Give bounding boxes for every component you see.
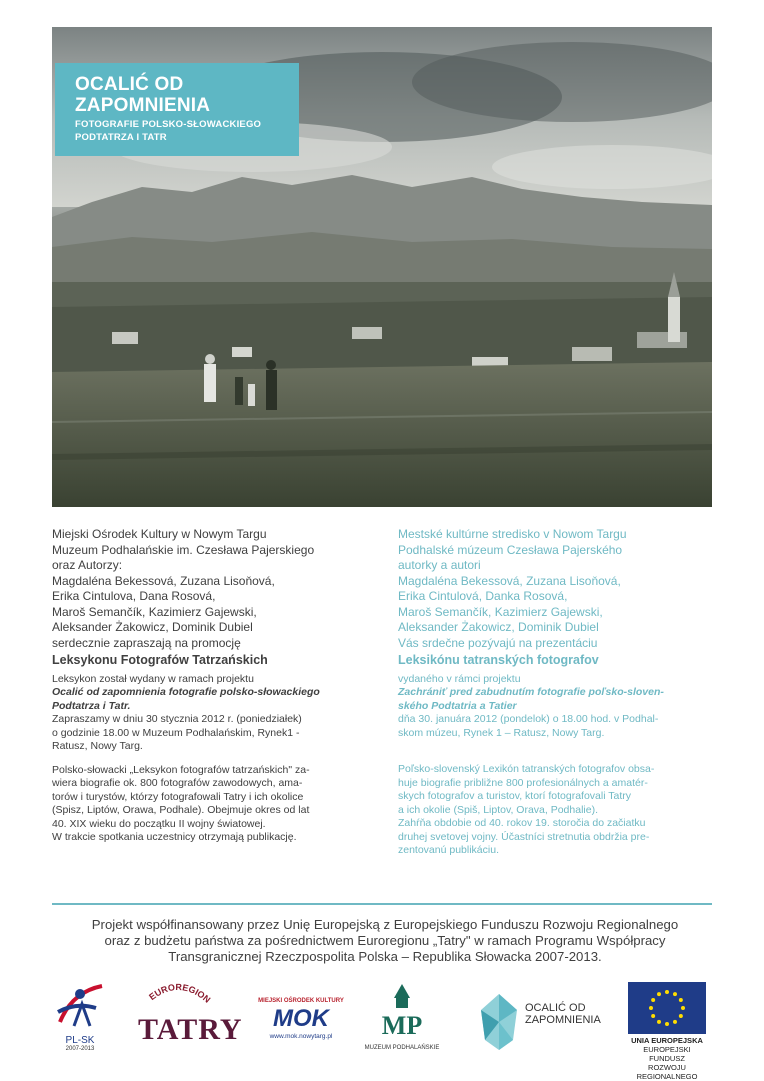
sk-line: Maroš Semančík, Kazimierz Gajewski, [398,604,603,619]
poster-title-line1: OCALIĆ OD [75,74,184,95]
pl-line: Magdaléna Bekessová, Zuzana Lisoňová, [52,573,275,588]
sk-project-line1: Zachrániť pred zabudnutím fotografie poľsko-sloven- [398,686,664,698]
pl-desc-line: (Spisz, Liptów, Orawa, Podhale). Obejmuje okres od lat [52,804,310,816]
sk-desc-line: skych fotografov a turistov, ktorí fotografovali Tatry [398,790,632,802]
pl-project-intro: Leksykon został wydany w ramach projektu [52,672,254,685]
pl-line: Erika Cintulova, Dana Rosová, [52,589,216,603]
pl-line: Miejski Ośrodek Kultury w Nowym Targu [52,527,267,541]
plsk-logo [52,982,108,1062]
pl-invite-line: Ratusz, Nowy Targ. [52,740,143,752]
sk-invite-line: skom múzeu, Rynek 1 – Ratusz, Nowy Targ. [398,726,605,739]
eu-star [681,1006,685,1010]
pl-desc-line: wiera biografie ok. 800 fotografów zawodowych, ama- [52,777,303,789]
slovak-column [398,527,728,858]
eu-star [679,1014,683,1018]
eu-star [657,992,661,996]
museum-podhalanskie-logo [350,982,454,1062]
pl-line: Aleksander Żakowicz, Dominik Dubiel [52,620,253,634]
sk-book-title: Leksikónu tatranských fotografov [398,653,599,667]
mok-url: www.mok.nowytarg.pl [269,1033,333,1040]
euroregion-arc-text: EUROREGION [147,981,213,1005]
footer-line: oraz z budżetu państwa za pośrednictwem Euroregionu „Tatry" w ramach Programu Współpracy [104,933,666,948]
footer-line: Transgranicznej Rzeczpospolita Polska – Republika Słowacka 2007-2013. [168,949,602,964]
eu-star [679,998,683,1002]
plsk-figure-icon [52,982,108,1030]
eu-star [651,1014,655,1018]
plsk-name: PL-SK [65,1035,95,1046]
museum-mark: MP [381,1011,423,1040]
sk-line: Vás srdečne pozývajú na prezentáciu [398,635,598,650]
euroregion-tatry-logo [138,978,243,1062]
pl-book-title: Leksykonu Fotografów Tatrzańskich [52,653,268,667]
polish-column [52,527,382,845]
eu-star [665,990,669,994]
eu-text [625,1036,709,1081]
plsk-years: 2007-2013 [65,1046,95,1052]
funding-footer [40,917,730,965]
poster-title [75,74,210,116]
poster-title-box [55,63,299,156]
eu-star [673,992,677,996]
eu-star [651,998,655,1002]
pl-invite-line: Zapraszamy w dniu 30 stycznia 2012 r. (poniedziałek) [52,713,302,725]
mok-mark: MOK [273,1005,329,1032]
sk-desc-line: huje biografie približne 800 profesionálnych a amatér- [398,776,648,789]
eu-star [657,1020,661,1024]
sk-project-intro: vydaného v rámci projektu [398,672,521,685]
sk-desc-line: druhej svetovej vojny. Účastníci stretnutia obdržia pre- [398,830,650,843]
sk-line: Aleksander Żakowicz, Dominik Dubiel [398,620,599,634]
pl-line: Maroš Semančík, Kazimierz Gajewski, [52,604,257,619]
project-logo [477,992,603,1058]
pl-desc-line: Polsko-słowacki „Leksykon fotografów tatrzańskich" za- [52,763,310,776]
eu-flag-icon [628,982,706,1034]
eu-star [665,1022,669,1026]
poster-subtitle [75,118,261,144]
eu-star [649,1006,653,1010]
sk-line: Magdaléna Bekessová, Zuzana Lisoňová, [398,573,621,588]
pl-project-line1: Ocalić od zapomnienia fotografie polsko-słowackiego [52,686,320,698]
sk-desc-line: zentovanú publikáciu. [398,844,499,856]
euroregion-name: TATRY [138,1013,243,1046]
project-logo-text [525,1002,601,1026]
eu-logo [625,982,709,1081]
sk-desc-line: Poľsko-slovenský Lexikón tatranských fotografov obsa- [398,763,655,775]
svg-text:EUROREGION [147,982,212,1005]
footer-line: Projekt współfinansowany przez Unię Europejską z Europejskiego Funduszu Rozwoju Regionalnego [91,917,679,932]
footer-divider [52,903,712,905]
museum-tower-icon [350,982,454,1040]
pl-desc-line: W trakcie spotkania uczestnicy otrzymają publikację. [52,831,297,843]
sk-line: Erika Cintulová, Danka Rosová, [398,589,568,603]
project-crystal-icon [477,992,521,1052]
eu-line1: UNIA EUROPEJSKA [631,1036,703,1045]
sk-line: Podhalské múzeum Czesława Pajerského [398,542,623,557]
pl-project-line2: Podtatrza i Tatr. [52,699,131,712]
poster-subtitle-line1: FOTOGRAFIE POLSKO-SŁOWACKIEGO [75,119,262,130]
sk-line: Mestské kultúrne stredisko v Nowom Targu [398,527,627,541]
poster-title-line2: ZAPOMNIENIA [75,95,211,116]
eu-line2: EUROPEJSKI FUNDUSZ [643,1045,691,1063]
logos-row [0,978,764,1081]
eu-line3: ROZWOJU REGIONALNEGO [636,1063,698,1081]
pl-desc-line: 40. XIX wieku do początku II wojny światowej. [52,817,266,830]
sk-invite-line: dňa 30. januára 2012 (pondelok) o 18.00 hod. v Podhal- [398,713,659,725]
pl-invite-line: o godzinie 18.00 w Muzeum Podhalańskim, Rynek1 - [52,726,300,739]
pl-line: serdecznie zapraszają na promocję [52,635,241,650]
poster-subtitle-line2: PODTATRZA I TATR [75,132,167,143]
sk-project-line2: ského Podtatria a Tatier [398,699,517,712]
eu-star [673,1020,677,1024]
mok-top-text: MIEJSKI OŚRODEK KULTURY [258,998,344,1004]
pl-desc-line: torów i turystów, którzy fotografowali Tatry i ich okolice [52,790,304,803]
sk-line: autorky a autori [398,558,481,572]
pl-line: Muzeum Podhalańskie im. Czesława Pajerskiego [52,542,315,557]
sk-desc-line: a ich okolie (Spiš, Liptov, Orava, Podhalie). [398,803,598,816]
project-logo-line2: ZAPOMNIENIA [525,1014,601,1026]
project-logo-line1: OCALIĆ OD [525,1002,586,1014]
pl-line: oraz Autorzy: [52,558,123,572]
mok-logo [246,998,356,1058]
museum-name: MUZEUM PODHALAŃSKIE [364,1045,440,1051]
sk-desc-line: Zahŕňa obdobie od 40. rokov 19. storočia do začiatku [398,817,646,829]
